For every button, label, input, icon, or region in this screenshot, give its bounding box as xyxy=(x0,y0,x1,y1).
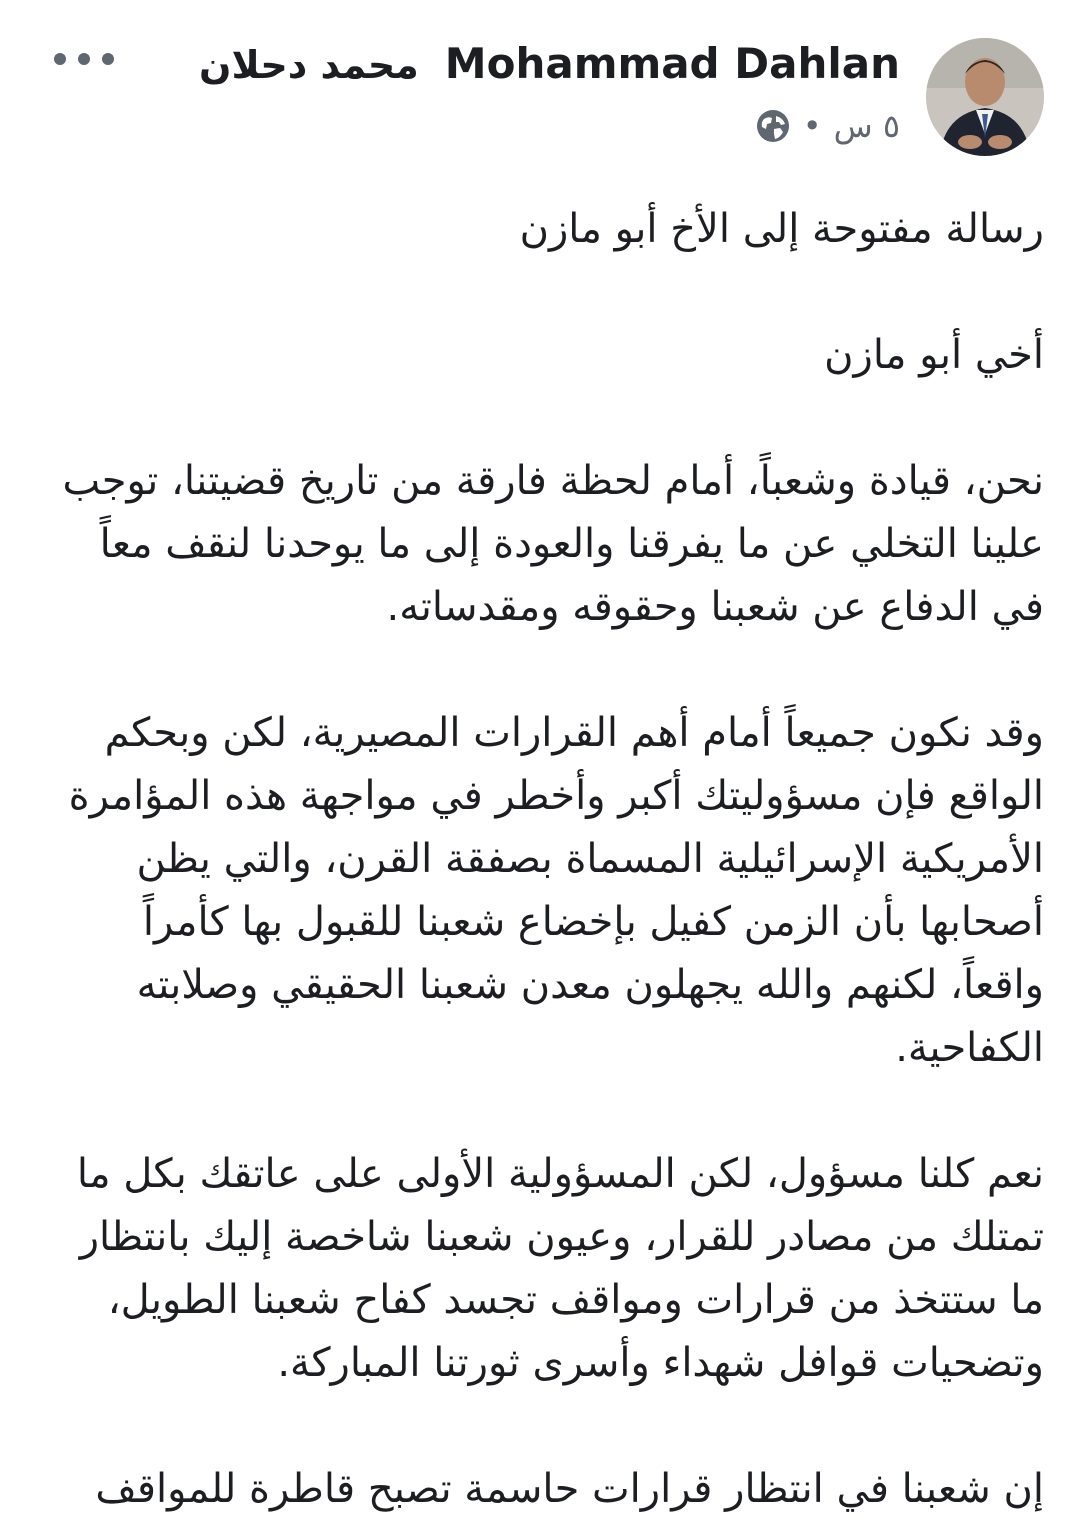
post-paragraph: إن شعبنا في انتظار قرارات حاسمة تصبح قاطرة للمواقف xyxy=(95,1466,1044,1512)
post-paragraph: رسالة مفتوحة إلى الأخ أبو مازن xyxy=(519,206,1044,252)
avatar[interactable] xyxy=(926,38,1044,156)
author-name-arabic-link[interactable]: محمد دحلان xyxy=(199,43,419,87)
more-dots-icon xyxy=(78,53,90,65)
avatar-photo xyxy=(926,38,1044,156)
post-text xyxy=(40,198,1044,1521)
post-paragraph: وقد نكون جميعاً أمام أهم القرارات المصيرية، لكن وبحكم الواقع فإن مسؤوليتك أكبر وأخطر في مواجهة هذه المؤامرة الأمريكية الإسرائيلية المسماة بصفقة القرن، والتي يظن أصحابها بأن الزمن كفيل بإخضاع شعبنا للقبول بها كأمراً واقعاً، لكنهم والله يجهلون معدن شعبنا الحقيقي وصلابته الكفاحية. xyxy=(68,710,1044,1071)
author-name-link[interactable]: Mohammad Dahlan xyxy=(444,39,900,88)
more-dots-icon xyxy=(102,53,114,65)
post-timestamp[interactable]: ٥ س xyxy=(833,107,900,145)
author-name-line xyxy=(199,36,900,93)
more-dots-icon xyxy=(54,53,66,65)
post-paragraph: نحن، قيادة وشعباً، أمام لحظة فارقة من تاريخ قضيتنا، توجب علينا التخلي عن ما يفرقنا والعودة إلى ما يوحدنا لنقف معاً في الدفاع عن شعبنا وحقوقه ومقدساته. xyxy=(62,458,1044,630)
globe-icon[interactable] xyxy=(755,108,791,144)
post-meta xyxy=(755,104,900,148)
post-paragraph: نعم كلنا مسؤول، لكن المسؤولية الأولى على عاتقك بكل ما تمتلك من مصادر للقرار، وعيون شعبنا شاخصة إليك بانتظار ما ستتخذ من قرارات ومواقف تجسد كفاح شعبنا الطويل، وتضحيات قوافل شهداء وأسرى ثورتنا المباركة. xyxy=(76,1151,1044,1386)
post-header xyxy=(40,22,1044,162)
more-options-button[interactable] xyxy=(54,44,114,74)
post-paragraph: أخي أبو مازن xyxy=(824,332,1044,378)
meta-separator: • xyxy=(802,107,822,145)
